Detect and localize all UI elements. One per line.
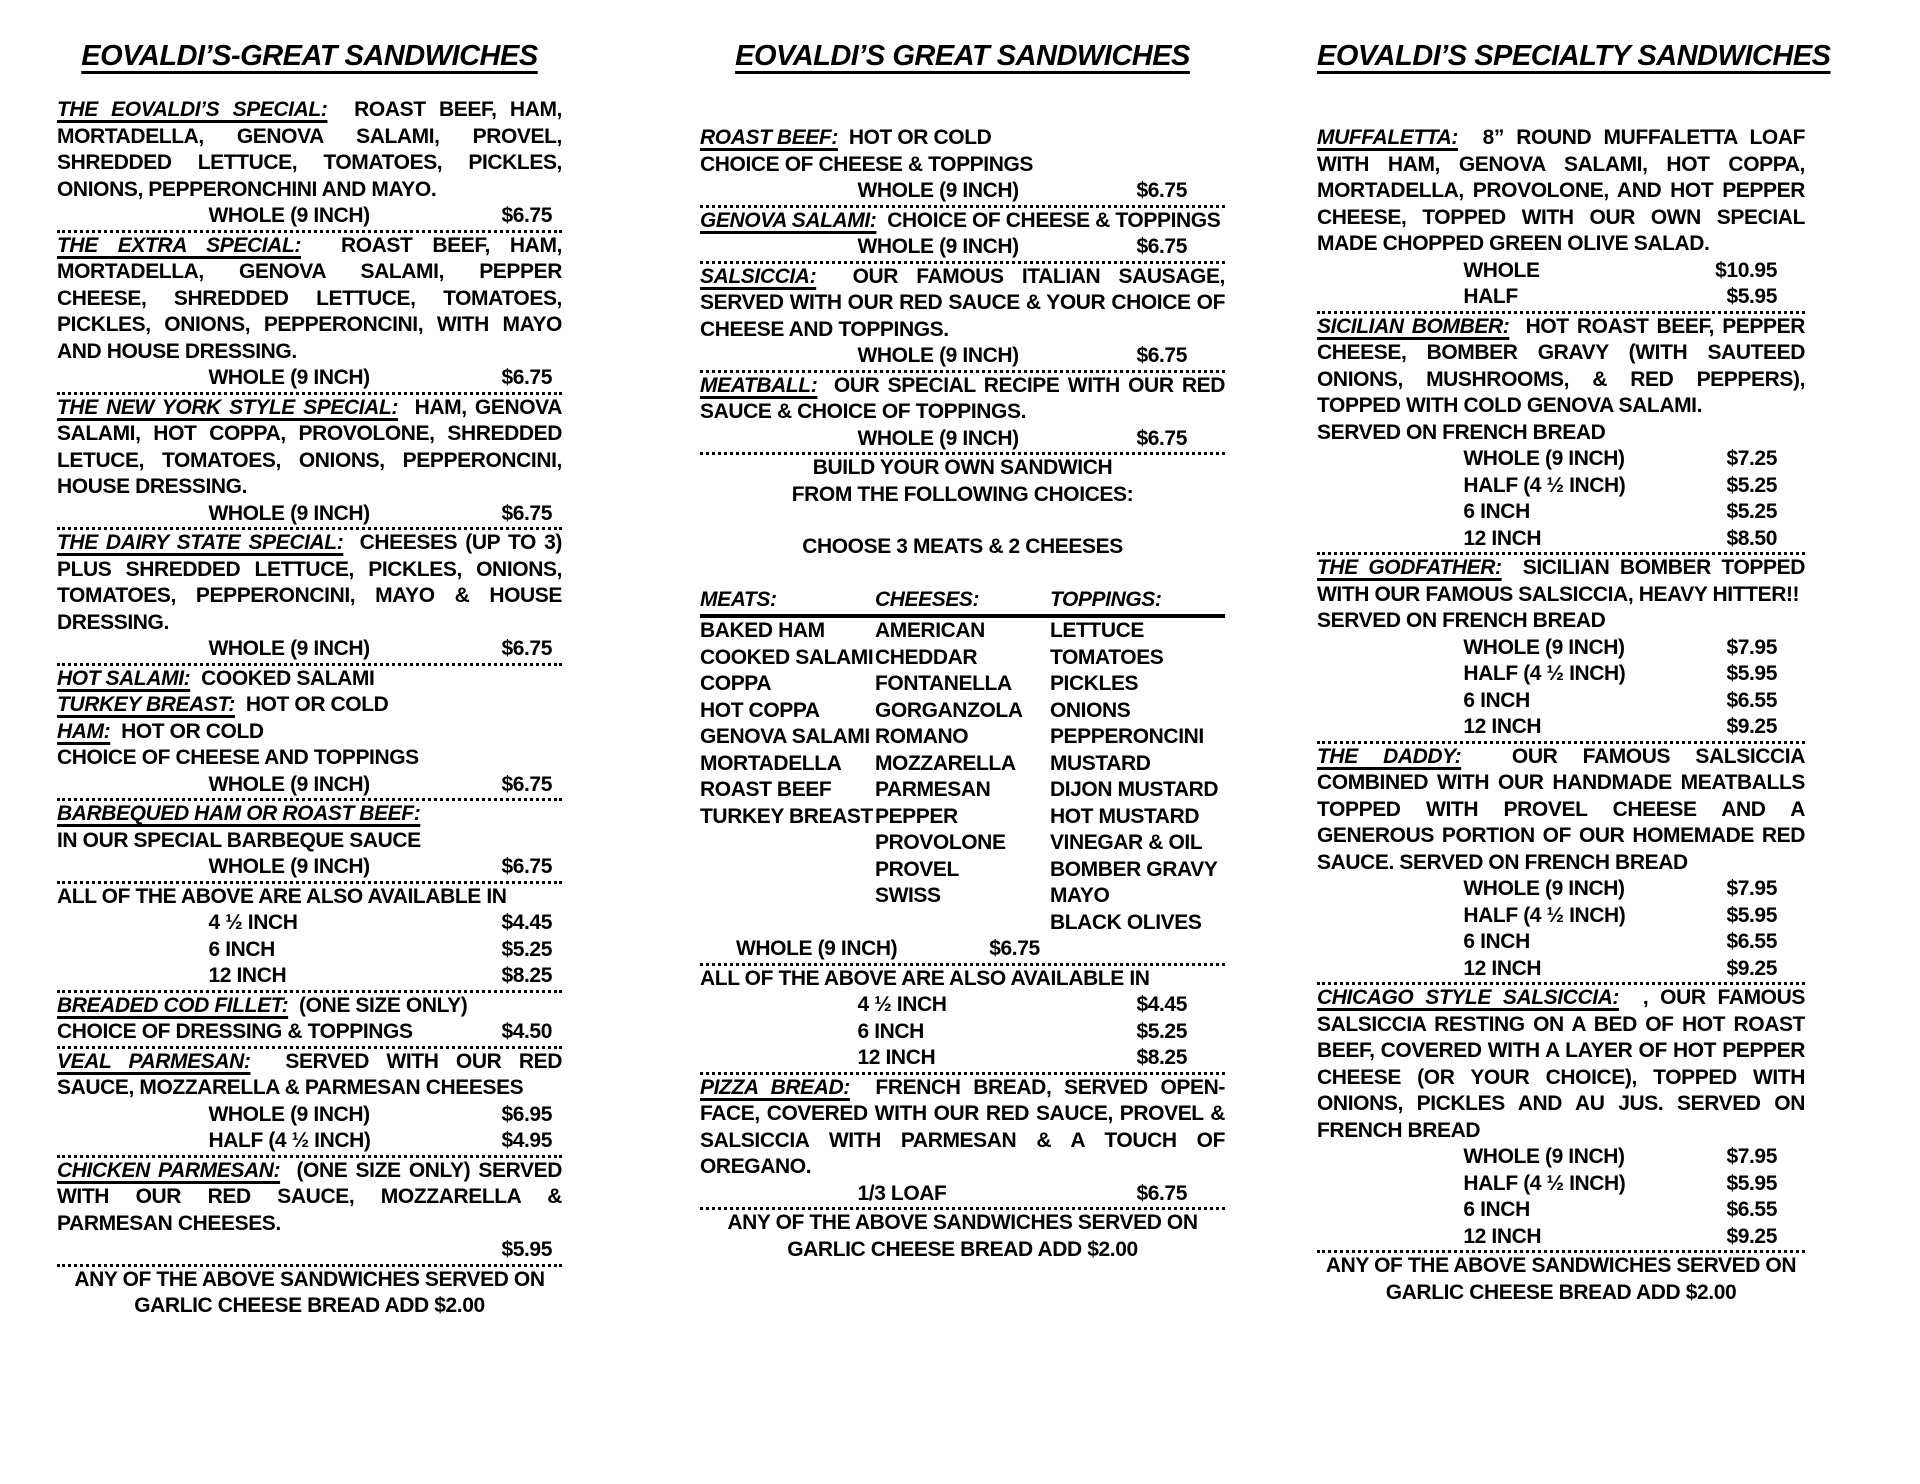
price-row	[1317, 284, 1805, 311]
price-row	[57, 772, 562, 799]
price-label: 6 INCH	[857, 1019, 924, 1043]
price-row	[57, 636, 562, 663]
price-label: 6 INCH	[1463, 500, 1530, 523]
column-body	[1317, 125, 1805, 1306]
menu-text-line: SERVED ON FRENCH BREAD	[1317, 420, 1606, 444]
price-text: CHOICE OF DRESSING & TOPPINGS	[57, 1020, 413, 1043]
menu-item-description: , OUR FAMOUS SALSICCIA RESTING ON A BED OF HOT ROAST BEEF, COVERED WITH A LAYER OF HOT PEPPER CHEESE (OR YOUR CHOICE), TOPPED WITH ONIONS, PICKLES AND AU JUS. SERVED ON FRENCH BREAD	[1317, 986, 1805, 1142]
price-row	[1317, 661, 1805, 688]
price-value: $4.95	[501, 1129, 552, 1152]
price-label: HALF (4 ½ INCH)	[1463, 473, 1626, 497]
price-row	[1317, 1171, 1805, 1198]
table-cell: SWISS	[874, 884, 941, 907]
price-value: $5.25	[501, 937, 552, 961]
price-label: WHOLE (9 INCH)	[1463, 877, 1625, 900]
menu-item-title: SICILIAN BOMBER:	[1317, 314, 1510, 338]
menu-item-title: CHICAGO STYLE SALSICCIA:	[1317, 986, 1620, 1009]
menu-column-3	[1317, 40, 1831, 1306]
menu-item-description: SERVED WITH OUR RED SAUCE, MOZZARELLA & PARMESAN CHEESES	[57, 1049, 562, 1099]
price-value: $7.25	[1726, 447, 1777, 470]
table-cell: MORTADELLA	[700, 751, 842, 775]
menu-item-title: THE GODFATHER:	[1317, 556, 1502, 579]
menu-item-title: TURKEY BREAST:	[57, 693, 235, 716]
menu-item-description: (ONE SIZE ONLY)	[299, 993, 468, 1017]
price-row	[1317, 1197, 1805, 1224]
price-label: WHOLE (9 INCH)	[208, 772, 370, 796]
column-title: EOVALDI’S SPECIALTY SANDWICHES	[1317, 40, 1831, 72]
price-value: $9.25	[1726, 715, 1777, 738]
menu-item-text	[57, 666, 562, 693]
table-cell: PICKLES	[1049, 672, 1139, 695]
menu-item-title: THE NEW YORK STYLE SPECIAL:	[57, 395, 398, 419]
price-value: $4.45	[1136, 993, 1187, 1016]
price-value: $5.25	[1136, 1019, 1187, 1043]
price-label: WHOLE (9 INCH)	[208, 1102, 370, 1126]
price-row	[1317, 473, 1805, 500]
price-value: $5.95	[1726, 285, 1777, 308]
build-your-own-table	[700, 587, 1225, 937]
column-body	[57, 97, 562, 1320]
table-header-row	[700, 587, 1225, 619]
table-cell: MUSTARD	[1049, 751, 1151, 775]
menu-text-line: SERVED ON FRENCH BREAD	[1317, 609, 1606, 632]
price-value: $6.75	[1136, 1181, 1187, 1205]
price-label: WHOLE (9 INCH)	[857, 426, 1019, 450]
menu-item-text	[700, 208, 1225, 235]
price-value: $9.25	[1726, 1224, 1777, 1248]
menu-text-line: CHOICE OF CHEESE AND TOPPINGS	[57, 746, 419, 769]
table-cell: TURKEY BREAST	[700, 804, 873, 828]
price-value: $6.75	[1136, 426, 1187, 450]
table-cell: MOZZARELLA	[874, 751, 1016, 775]
menu-item-title: BARBEQUED HAM OR ROAST BEEF:	[57, 802, 421, 825]
price-value: $6.75	[501, 855, 552, 878]
menu-item-text	[57, 801, 562, 828]
price-row	[1317, 1144, 1805, 1171]
table-cell: AMERICAN	[874, 619, 985, 642]
price-label: 12 INCH	[208, 964, 287, 987]
price-row	[57, 854, 562, 881]
price-row	[700, 1181, 1225, 1208]
price-row	[1317, 446, 1805, 473]
footer-note-line: GARLIC CHEESE BREAD ADD $2.00	[1385, 1280, 1737, 1304]
table-body	[700, 618, 1225, 936]
menu-item-title: HAM:	[57, 719, 111, 743]
price-label: WHOLE (9 INCH)	[736, 937, 898, 960]
price-row	[57, 937, 562, 964]
menu-item-text	[700, 373, 1225, 426]
price-row	[57, 1019, 562, 1046]
price-label: 12 INCH	[857, 1046, 936, 1069]
menu-text-line: CHOICE OF CHEESE & TOPPINGS	[700, 152, 1034, 176]
price-label: WHOLE (9 INCH)	[208, 855, 370, 878]
table-header: CHEESES:	[874, 587, 980, 611]
table-cell: HOT COPPA	[700, 698, 820, 722]
menu-item-description: 8” ROUND MUFFALETTA LOAF WITH HAM, GENOVA SALAMI, HOT COPPA, MORTADELLA, PROVOLONE, AND HOT PEPPER CHEESE, TOPPED WITH OUR OWN SPECIAL MADE CHOPPED GREEN OLIVE SALAD.	[1317, 126, 1806, 255]
price-label: 12 INCH	[1463, 526, 1542, 550]
price-value: $5.25	[1726, 473, 1777, 497]
price-value: $6.75	[1136, 235, 1187, 258]
price-label: WHOLE (9 INCH)	[208, 637, 370, 660]
price-label: HALF (4 ½ INCH)	[1463, 903, 1626, 927]
price-label: HALF	[1463, 285, 1518, 308]
price-value: $6.75	[501, 366, 552, 389]
table-cell: ROAST BEEF	[700, 778, 832, 801]
table-cell: PROVOLONE	[874, 831, 1006, 854]
price-value: $9.25	[1726, 956, 1777, 980]
column-title: EOVALDI’S-GREAT SANDWICHES	[81, 40, 538, 72]
table-cell: FONTANELLA	[874, 672, 1012, 695]
menu-item-title: CHICKEN PARMESAN:	[57, 1158, 281, 1182]
menu-item-text	[57, 530, 562, 636]
price-label: WHOLE (9 INCH)	[1463, 635, 1625, 659]
table-cell: TOMATOES	[1049, 645, 1164, 669]
price-label: WHOLE (9 INCH)	[208, 204, 370, 227]
price-row	[1317, 714, 1805, 741]
menu-item-title: MEATBALL:	[700, 373, 818, 397]
price-row	[1317, 929, 1805, 956]
price-label: WHOLE (9 INCH)	[208, 501, 370, 525]
menu-item-text	[1317, 314, 1805, 420]
table-cell: BAKED HAM	[700, 619, 825, 642]
menu-item-description: CHEESES (UP TO 3) PLUS SHREDDED LETTUCE, PICKLES, ONIONS, TOMATOES, PEPPERONCINI, MAYO & HOUSE DRESSING.	[57, 531, 563, 634]
price-label: HALF (4 ½ INCH)	[208, 1129, 371, 1152]
table-cell: PEPPER	[874, 804, 958, 828]
menu-item-text	[1317, 985, 1805, 1144]
price-label: WHOLE (9 INCH)	[1463, 447, 1625, 470]
menu-item-text	[57, 692, 562, 719]
price-value: $6.75	[501, 204, 552, 227]
menu-item-text	[57, 993, 562, 1020]
menu-item-description: CHOICE OF CHEESE & TOPPINGS	[887, 208, 1221, 232]
price-label: WHOLE (9 INCH)	[857, 235, 1019, 258]
price-value: $5.95	[1726, 1171, 1777, 1195]
price-value: $8.25	[1136, 1046, 1187, 1069]
table-cell: BLACK OLIVES	[1049, 910, 1202, 934]
menu-text-line: ALL OF THE ABOVE ARE ALSO AVAILABLE IN	[700, 966, 1150, 990]
price-label: WHOLE (9 INCH)	[857, 179, 1019, 202]
price-value: $5.25	[1726, 500, 1777, 523]
price-value: $10.95	[1715, 258, 1777, 282]
price-value: $7.95	[1726, 635, 1777, 659]
table-cell: ROMANO	[874, 725, 969, 748]
menu-item-text	[1317, 744, 1805, 877]
price-value: $6.55	[1726, 688, 1777, 712]
price-row	[700, 1045, 1225, 1072]
menu-text-line: ALL OF THE ABOVE ARE ALSO AVAILABLE IN	[57, 884, 507, 908]
menu-item-description: HAM, GENOVA SALAMI, HOT COPPA, PROVOLONE, SHREDDED LETUCE, TOMATOES, ONIONS, PEPPERONCINI, HOUSE DRESSING.	[57, 395, 562, 498]
price-label: 12 INCH	[1463, 956, 1542, 980]
footer-note-line: ANY OF THE ABOVE SANDWICHES SERVED ON	[1325, 1254, 1797, 1277]
menu-item-text	[57, 719, 562, 746]
menu-item-title: ROAST BEEF:	[700, 126, 838, 149]
menu-column-1	[57, 40, 562, 1320]
price-row	[57, 910, 562, 937]
price-value: $6.75	[501, 501, 552, 525]
menu-item-description: FRENCH BREAD, SERVED OPEN-FACE, COVERED WITH OUR RED SAUCE, PROVEL & SALSICCIA WITH PARMESAN & A TOUCH OF OREGANO.	[700, 1075, 1225, 1178]
menu-item-description: OUR SPECIAL RECIPE WITH OUR RED SAUCE & CHOICE OF TOPPINGS.	[700, 373, 1225, 423]
footer-note-line: CHOOSE 3 MEATS & 2 CHEESES	[802, 535, 1123, 558]
price-value: $8.25	[501, 964, 552, 987]
menu-item-title: THE DADDY:	[1317, 744, 1462, 768]
footer-note-line: BUILD YOUR OWN SANDWICH	[812, 456, 1113, 479]
price-value: $6.95	[501, 1102, 552, 1126]
menu-item-text	[700, 125, 1225, 152]
menu-item-text	[57, 97, 562, 203]
menu-item-description: OUR FAMOUS ITALIAN SAUSAGE, SERVED WITH OUR RED SAUCE & YOUR CHOICE OF CHEESE AND TOPPINGS.	[700, 264, 1225, 341]
price-label: WHOLE (9 INCH)	[857, 344, 1019, 367]
price-value: $4.50	[501, 1020, 552, 1043]
price-value: $6.75	[989, 937, 1040, 960]
table-cell: GORGANZOLA	[874, 698, 1023, 722]
menu-item-description: HOT ROAST BEEF, PEPPER CHEESE, BOMBER GRAVY (WITH SAUTEED ONIONS, MUSHROOMS, & RED PEPPERS), TOPPED WITH COLD GENOVA SALAMI.	[1317, 314, 1805, 417]
price-row	[57, 1237, 562, 1264]
price-row	[700, 936, 1225, 963]
table-cell: VINEGAR & OIL	[1049, 831, 1203, 854]
price-row	[700, 234, 1225, 261]
price-value: $4.45	[501, 911, 552, 934]
price-row	[700, 1019, 1225, 1046]
price-row	[57, 963, 562, 990]
price-row	[1317, 499, 1805, 526]
price-row	[700, 343, 1225, 370]
price-label: 6 INCH	[1463, 930, 1530, 953]
price-row	[57, 1102, 562, 1129]
spacer	[700, 561, 1225, 587]
menu-item-description: ROAST BEEF, HAM, MORTADELLA, GENOVA SALAMI, PROVEL, SHREDDED LETTUCE, TOMATOES, PICKLES, ONIONS, PEPPERONCHINI AND MAYO.	[57, 98, 562, 201]
menu-item-text	[57, 395, 562, 501]
menu-item-description: ROAST BEEF, HAM, MORTADELLA, GENOVA SALAMI, PEPPER CHEESE, SHREDDED LETTUCE, TOMATOES, PICKLES, ONIONS, PEPPERONCINI, WITH MAYO AND HOUSE DRESSING.	[57, 233, 562, 363]
footer-note-line: FROM THE FOLLOWING CHOICES:	[791, 482, 1134, 506]
price-value: $5.95	[501, 1238, 552, 1261]
menu-item-title: MUFFALETTA:	[1317, 126, 1459, 149]
footer-note-line: GARLIC CHEESE BREAD ADD $2.00	[787, 1237, 1138, 1261]
table-cell: LETTUCE	[1049, 619, 1144, 642]
price-row	[57, 1128, 562, 1155]
price-label: 12 INCH	[1463, 715, 1542, 738]
price-value: $6.55	[1726, 930, 1777, 953]
price-row	[57, 203, 562, 230]
menu-item-title: SALSICCIA:	[700, 264, 817, 288]
price-row	[1317, 688, 1805, 715]
price-label: 1/3 LOAF	[857, 1181, 947, 1205]
menu-item-text	[57, 233, 562, 366]
table-cell: HOT MUSTARD	[1049, 804, 1200, 828]
table-cell: PEPPERONCINI	[1049, 725, 1204, 748]
price-label: 12 INCH	[1463, 1224, 1542, 1248]
table-cell: PARMESAN	[874, 778, 991, 801]
price-row	[1317, 1224, 1805, 1251]
price-label: HALF (4 ½ INCH)	[1463, 662, 1626, 685]
price-label: WHOLE (9 INCH)	[1463, 1145, 1625, 1168]
menu-item-description: OUR FAMOUS SALSICCIA COMBINED WITH OUR HANDMADE MEATBALLS TOPPED WITH PROVEL CHEESE AND A GENEROUS PORTION OF OUR HOMEMADE RED SAUCE. SERVED ON FRENCH BREAD	[1317, 744, 1806, 874]
table-cell: ONIONS	[1049, 698, 1131, 722]
price-label: 6 INCH	[208, 937, 275, 961]
menu-text-line: IN OUR SPECIAL BARBEQUE SAUCE	[57, 828, 421, 852]
price-value: $8.50	[1726, 526, 1777, 550]
price-label: WHOLE	[1463, 258, 1540, 282]
menu-item-title: GENOVA SALAMI:	[700, 208, 877, 232]
menu-item-description: HOT OR COLD	[848, 126, 992, 149]
table-header: TOPPINGS:	[1049, 587, 1162, 611]
price-row	[1317, 956, 1805, 983]
price-label: 6 INCH	[1463, 688, 1530, 712]
menu-item-text	[700, 264, 1225, 344]
price-row	[1317, 526, 1805, 553]
menu-item-title: HOT SALAMI:	[57, 666, 191, 690]
menu-item-description: HOT OR COLD	[245, 693, 389, 716]
menu-item-title: THE EXTRA SPECIAL:	[57, 233, 301, 257]
menu-item-title: THE DAIRY STATE SPECIAL:	[57, 531, 344, 554]
table-cell: CHEDDAR	[874, 645, 978, 669]
table-cell: MAYO	[1049, 884, 1110, 907]
table-cell: DIJON MUSTARD	[1049, 778, 1219, 801]
footer-note-line: ANY OF THE ABOVE SANDWICHES SERVED ON	[727, 1211, 1198, 1234]
menu-item-description: HOT OR COLD	[121, 719, 264, 743]
price-row	[700, 426, 1225, 453]
menu-item-title: BREADED COD FILLET:	[57, 993, 289, 1017]
menu-item-title: THE EOVALDI’S SPECIAL:	[57, 98, 328, 121]
menu-item-text	[1317, 555, 1805, 608]
menu-item-text	[1317, 125, 1805, 258]
price-row	[1317, 258, 1805, 285]
table-cell: PROVEL	[874, 857, 959, 881]
price-value: $6.75	[1136, 179, 1187, 202]
price-row	[1317, 876, 1805, 903]
price-value: $5.95	[1726, 903, 1777, 927]
menu-item-title: PIZZA BREAD:	[700, 1075, 850, 1099]
price-row	[700, 178, 1225, 205]
price-row	[57, 365, 562, 392]
menu-item-title: VEAL PARMESAN:	[57, 1049, 251, 1073]
table-cell: BOMBER GRAVY	[1049, 857, 1218, 881]
price-label: WHOLE (9 INCH)	[208, 366, 370, 389]
column-title: EOVALDI’S GREAT SANDWICHES	[735, 40, 1190, 72]
menu-item-description: SICILIAN BOMBER TOPPED WITH OUR FAMOUS SALSICCIA, HEAVY HITTER!!	[1317, 556, 1805, 606]
price-label: 6 INCH	[1463, 1198, 1530, 1221]
price-label: 4 ½ INCH	[857, 993, 947, 1016]
price-value: $6.75	[501, 772, 552, 796]
menu-item-description: (ONE SIZE ONLY) SERVED WITH OUR RED SAUCE, MOZZARELLA & PARMESAN CHEESES.	[57, 1158, 562, 1235]
spacer	[700, 508, 1225, 534]
footer-note-line: GARLIC CHEESE BREAD ADD $2.00	[134, 1294, 485, 1317]
price-value: $7.95	[1726, 1145, 1777, 1168]
price-row	[700, 992, 1225, 1019]
menu-item-text	[57, 1049, 562, 1102]
table-column	[875, 618, 1050, 936]
table-column	[1050, 618, 1225, 936]
table-cell: COOKED SALAMI	[700, 645, 874, 669]
price-row	[57, 501, 562, 528]
menu-column-2	[700, 40, 1225, 1263]
price-label: HALF (4 ½ INCH)	[1463, 1171, 1626, 1195]
price-label: 4 ½ INCH	[208, 911, 298, 934]
table-column	[700, 618, 875, 936]
price-value: $6.75	[501, 637, 552, 660]
column-body	[700, 125, 1225, 1263]
footer-note-line: ANY OF THE ABOVE SANDWICHES SERVED ON	[74, 1267, 545, 1291]
price-row	[1317, 903, 1805, 930]
table-cell: COPPA	[700, 672, 772, 695]
price-value: $7.95	[1726, 877, 1777, 900]
menu-item-text	[700, 1075, 1225, 1181]
price-row	[1317, 635, 1805, 662]
table-header: MEATS:	[700, 587, 777, 611]
price-value: $6.55	[1726, 1198, 1777, 1221]
menu-item-description: COOKED SALAMI	[201, 666, 375, 690]
menu-item-text	[57, 1158, 562, 1238]
price-value: $5.95	[1726, 662, 1777, 685]
price-value: $6.75	[1136, 344, 1187, 367]
table-cell: GENOVA SALAMI	[700, 725, 870, 748]
